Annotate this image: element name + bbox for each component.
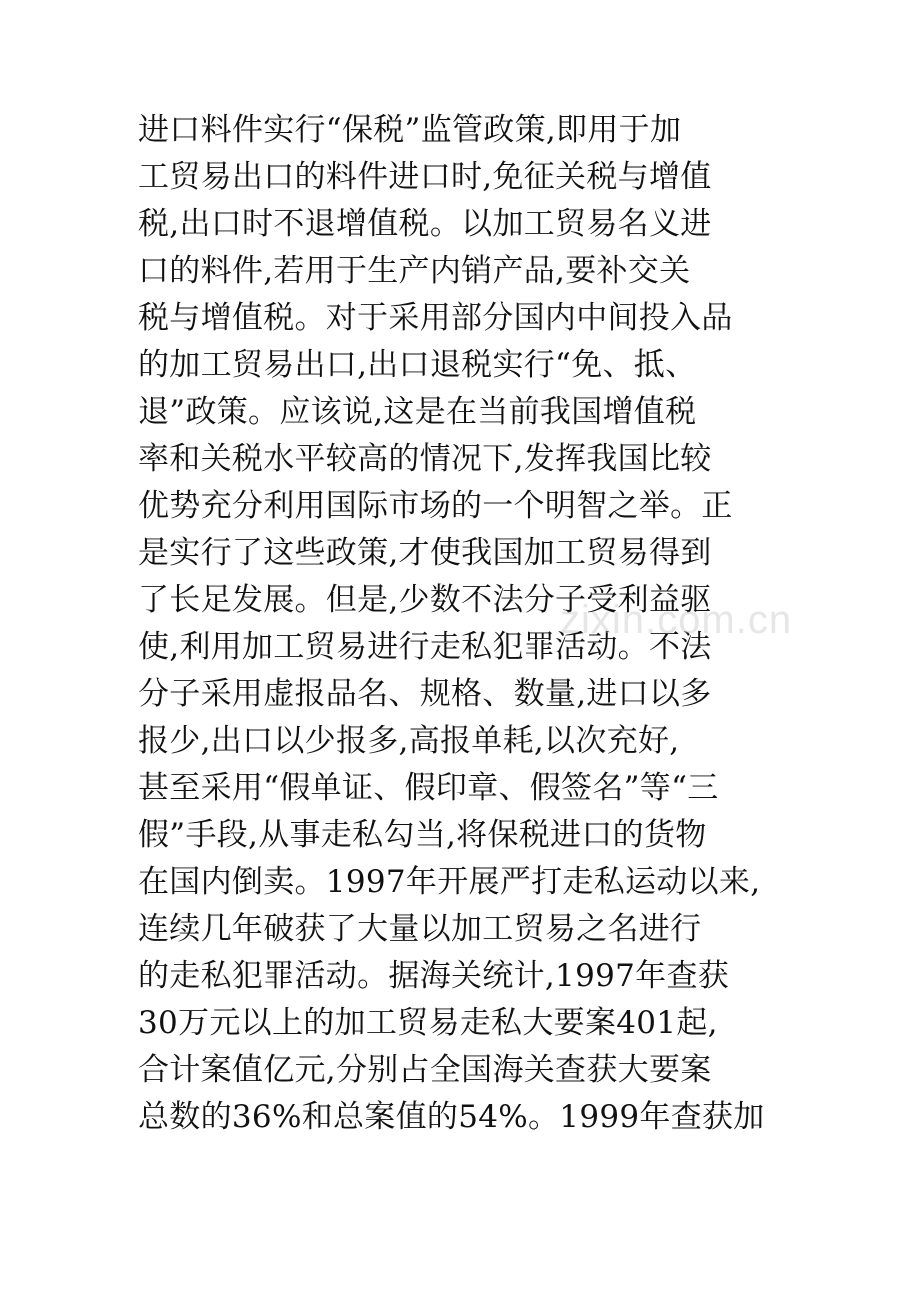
text-line: 使,利用加工贸易进行走私犯罪活动。不法 (138, 629, 712, 665)
watermark: zixin.com.cn (560, 598, 793, 642)
text-line: 假”手段,从事走私勾当,将保税进口的货物 (138, 817, 707, 853)
document-body (138, 107, 798, 1141)
text-line: 30万元以上的加工贸易走私大要案401起, (138, 1005, 718, 1041)
text-line: 税与增值税。对于采用部分国内中间投入品 (138, 300, 733, 336)
text-line: 的加工贸易出口,出口退税实行“免、抵、 (138, 347, 697, 383)
text-line: 甚至采用“假单证、假印章、假签名”等“三 (138, 770, 719, 806)
text-line: 的走私犯罪活动。据海关统计,1997年查获 (138, 958, 730, 994)
text-line: 进口料件实行“保税”监管政策,即用于加 (138, 112, 682, 148)
text-line: 退”政策。应该说,这是在当前我国增值税 (138, 394, 697, 430)
text-line: 合计案值亿元,分别占全国海关查获大要案 (138, 1052, 712, 1088)
text-line: 优势充分利用国际市场的一个明智之举。正 (138, 488, 733, 524)
text-line: 是实行了这些政策,才使我国加工贸易得到 (138, 535, 712, 571)
text-line: 报少,出口以少报多,高报单耗,以次充好, (138, 723, 680, 759)
text-line: 口的料件,若用于生产内销产品,要补交关 (138, 253, 691, 289)
text-line: 总数的36%和总案值的54%。1999年查获加 (138, 1099, 765, 1135)
text-line: 在国内倒卖。1997年开展严打走私运动以来, (138, 864, 761, 900)
text-line: 率和关税水平较高的情况下,发挥我国比较 (138, 441, 712, 477)
text-line: 分子采用虚报品名、规格、数量,进口以多 (138, 676, 712, 712)
text-line: 连续几年破获了大量以加工贸易之名进行 (138, 911, 702, 947)
text-line: 工贸易出口的料件进口时,免征关税与增值 (138, 159, 712, 195)
text-line: 税,出口时不退增值税。以加工贸易名义进 (138, 206, 712, 242)
text-line: 了长足发展。但是,少数不法分子受利益驱 (138, 582, 712, 618)
